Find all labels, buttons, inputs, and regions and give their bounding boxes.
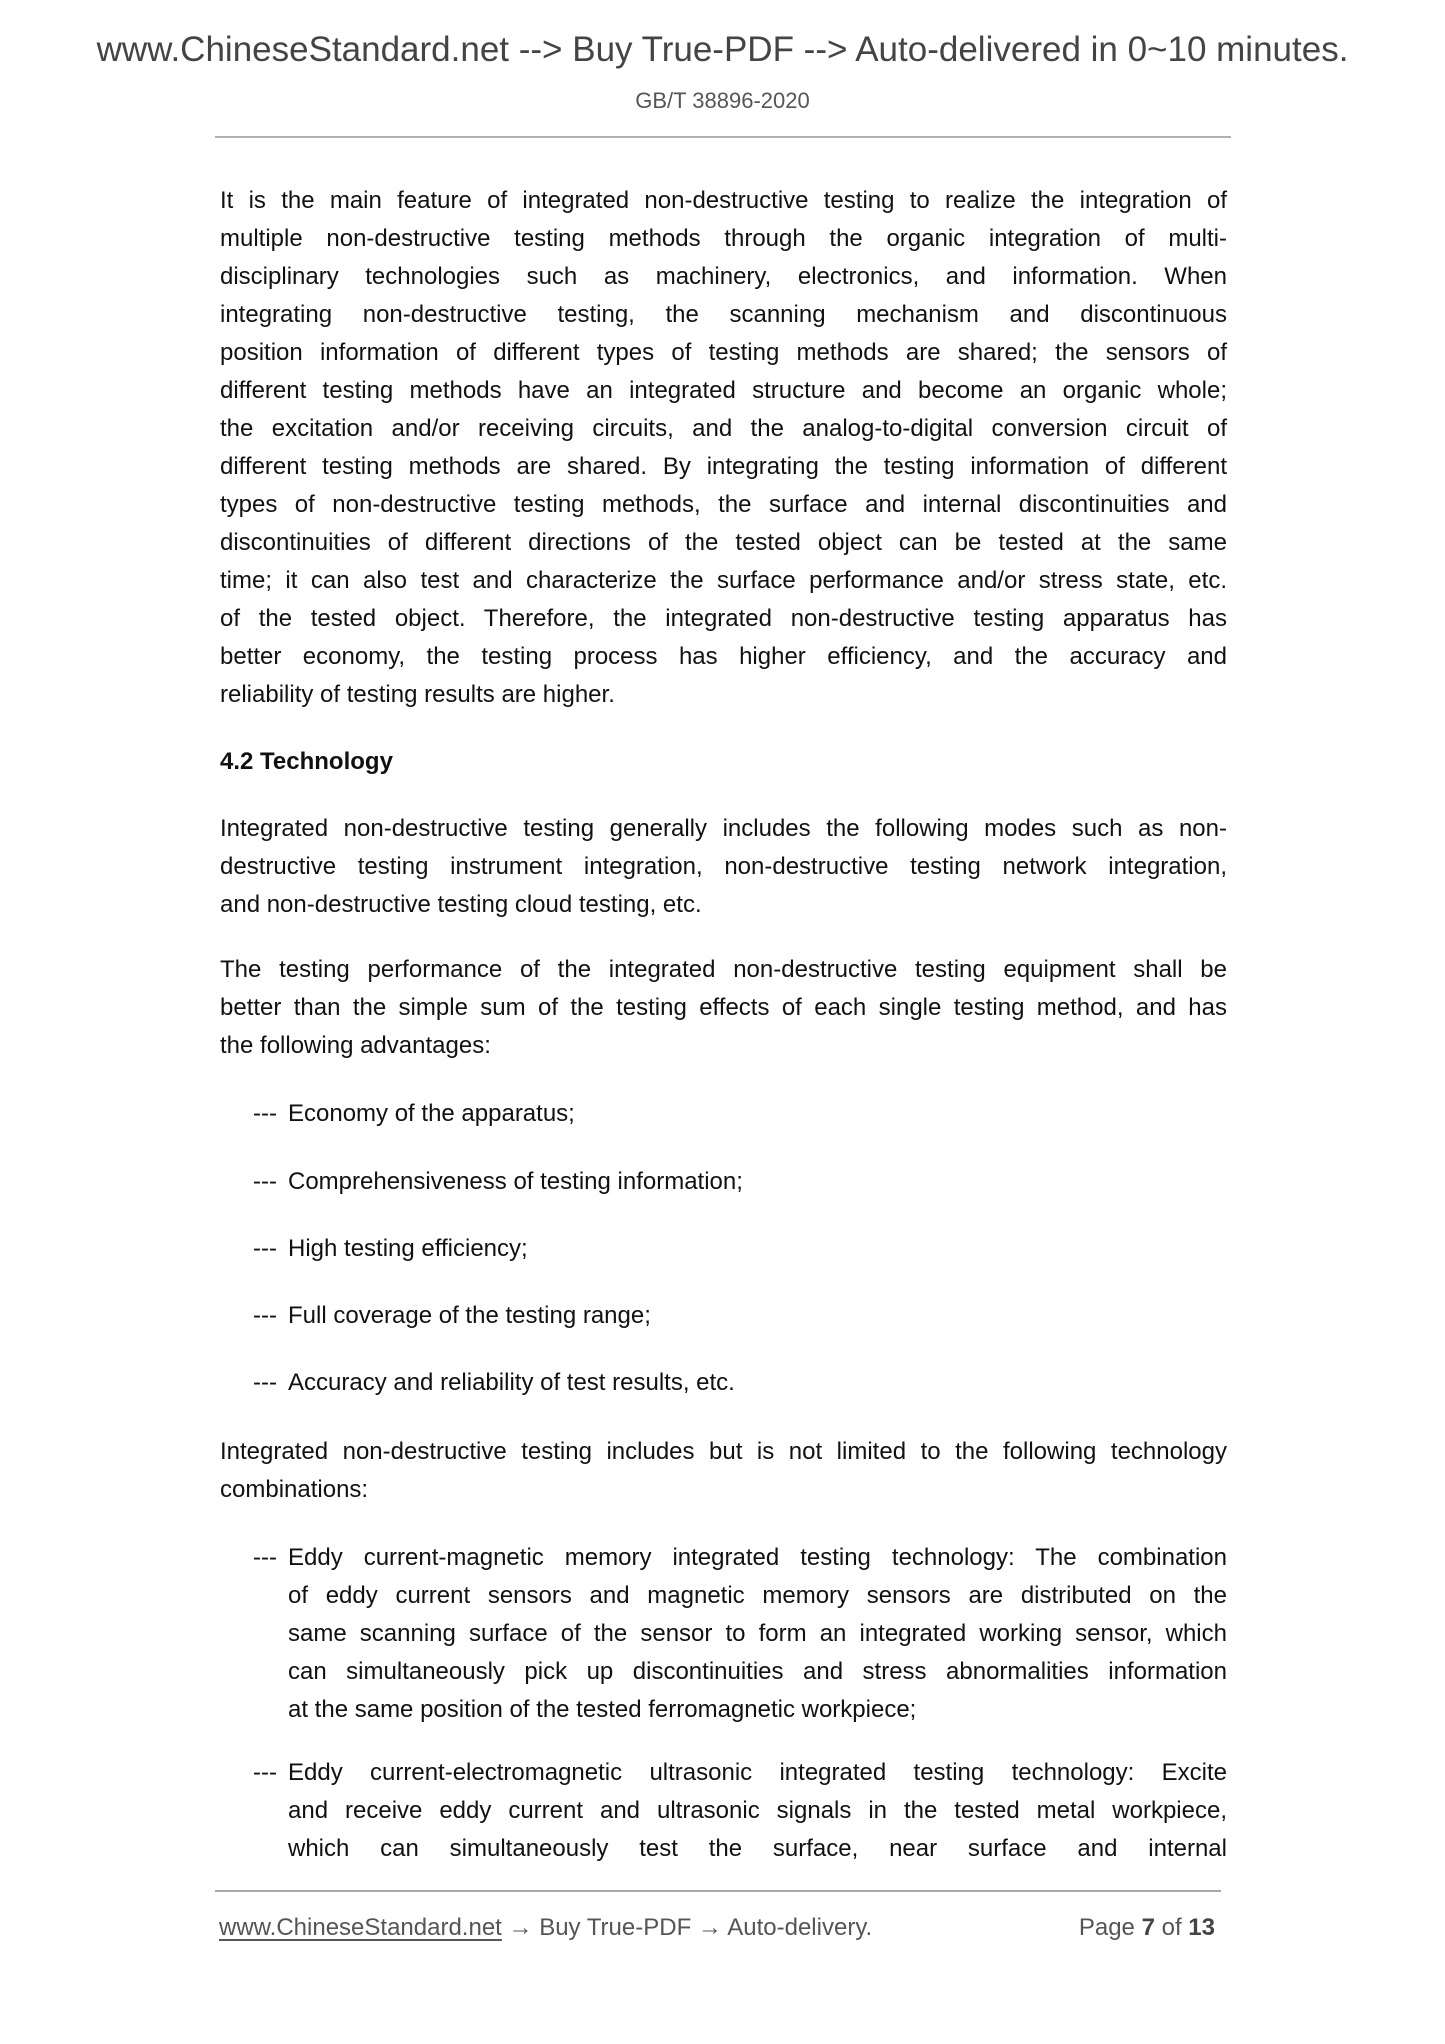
text-line: destructive testing instrument integration, non-destructive testing network integration, xyxy=(220,853,1227,880)
bullet-dash: --- xyxy=(253,1168,277,1195)
modes-paragraph xyxy=(220,810,1227,924)
text-line: multiple non-destructive testing methods through the organic integration of multi- xyxy=(220,225,1227,252)
bullet-dash: --- xyxy=(253,1100,277,1127)
advantage-text: Comprehensiveness of testing information; xyxy=(288,1168,743,1195)
footer-divider xyxy=(215,1890,1221,1892)
text-line: of eddy current sensors and magnetic memory sensors are distributed on the xyxy=(288,1582,1227,1609)
text-line: Eddy current-magnetic memory integrated testing technology: The combination xyxy=(288,1544,1227,1571)
top-banner: www.ChineseStandard.net --> Buy True-PDF --> Auto-delivered in 0~10 minutes. xyxy=(96,30,1349,69)
site-link[interactable]: www.ChineseStandard.net xyxy=(219,1914,502,1941)
advantage-text: Full coverage of the testing range; xyxy=(288,1302,651,1329)
text-line: Integrated non-destructive testing generally includes the following modes such as non- xyxy=(220,815,1227,842)
arrow-icon: → xyxy=(508,1914,533,1941)
text-line: The testing performance of the integrated non-destructive testing equipment shall be xyxy=(220,956,1227,983)
advantage-text: Accuracy and reliability of test results, etc. xyxy=(288,1369,735,1396)
text-line: better than the simple sum of the testing effects of each single testing method, and has xyxy=(220,994,1227,1021)
text-line: reliability of testing results are higher. xyxy=(220,681,615,708)
text-line: which can simultaneously test the surface, near surface and internal xyxy=(288,1835,1227,1862)
text-line: the excitation and/or receiving circuits, and the analog-to-digital conversion circuit of xyxy=(220,415,1227,442)
section-heading: 4.2 Technology xyxy=(220,748,393,775)
page-indicator xyxy=(1079,1912,1215,1944)
current-page: 7 xyxy=(1141,1914,1155,1941)
of-label: of xyxy=(1161,1914,1182,1941)
bullet-dash: --- xyxy=(253,1302,277,1329)
text-line: same scanning surface of the sensor to form an integrated working sensor, which xyxy=(288,1620,1227,1647)
text-line: types of non-destructive testing methods, the surface and internal discontinuities and xyxy=(220,491,1227,518)
total-pages: 13 xyxy=(1188,1914,1215,1941)
advantage-text: Economy of the apparatus; xyxy=(288,1100,575,1127)
text-line: combinations: xyxy=(220,1476,369,1503)
text-line: and receive eddy current and ultrasonic signals in the tested metal workpiece, xyxy=(288,1797,1227,1824)
text-line: and non-destructive testing cloud testing, etc. xyxy=(220,891,702,918)
text-line: integrating non-destructive testing, the scanning mechanism and discontinuous xyxy=(220,301,1227,328)
page-label: Page xyxy=(1078,1914,1135,1941)
delivery-text: Auto-delivery. xyxy=(727,1914,873,1941)
buy-text: Buy True-PDF xyxy=(539,1914,692,1941)
text-line: disciplinary technologies such as machinery, electronics, and information. When xyxy=(220,263,1227,290)
standard-code: GB/T 38896-2020 xyxy=(635,88,810,113)
text-line: discontinuities of different directions of the tested object can be tested at the same xyxy=(220,529,1227,556)
bullet-dash: --- xyxy=(253,1369,277,1396)
text-line: the following advantages: xyxy=(220,1032,491,1059)
text-line: Eddy current-electromagnetic ultrasonic integrated testing technology: Excite xyxy=(288,1759,1227,1786)
advantage-text: High testing efficiency; xyxy=(288,1235,528,1262)
combinations-paragraph xyxy=(220,1433,1227,1509)
bullet-dash: --- xyxy=(253,1759,277,1786)
text-line: can simultaneously pick up discontinuities and stress abnormalities information xyxy=(288,1658,1227,1685)
text-line: It is the main feature of integrated non-destructive testing to realize the integration of xyxy=(220,187,1227,214)
text-line: different testing methods are shared. By integrating the testing information of different xyxy=(220,453,1227,480)
text-line: of the tested object. Therefore, the integrated non-destructive testing apparatus has xyxy=(220,605,1227,632)
arrow-icon: → xyxy=(697,1914,722,1941)
bullet-dash: --- xyxy=(253,1235,277,1262)
text-line: position information of different types of testing methods are shared; the sensors of xyxy=(220,339,1227,366)
text-line: at the same position of the tested ferromagnetic workpiece; xyxy=(288,1696,917,1723)
bullet-dash: --- xyxy=(253,1544,277,1571)
performance-paragraph xyxy=(220,951,1227,1065)
text-line: different testing methods have an integrated structure and become an organic whole; xyxy=(220,377,1227,404)
intro-paragraph xyxy=(220,182,1227,714)
header-divider xyxy=(215,136,1231,138)
page-footer xyxy=(219,1912,1219,1944)
text-line: time; it can also test and characterize the surface performance and/or stress state, etc. xyxy=(220,567,1227,594)
text-line: better economy, the testing process has higher efficiency, and the accuracy and xyxy=(220,643,1227,670)
text-line: Integrated non-destructive testing includes but is not limited to the following technology xyxy=(220,1438,1227,1465)
